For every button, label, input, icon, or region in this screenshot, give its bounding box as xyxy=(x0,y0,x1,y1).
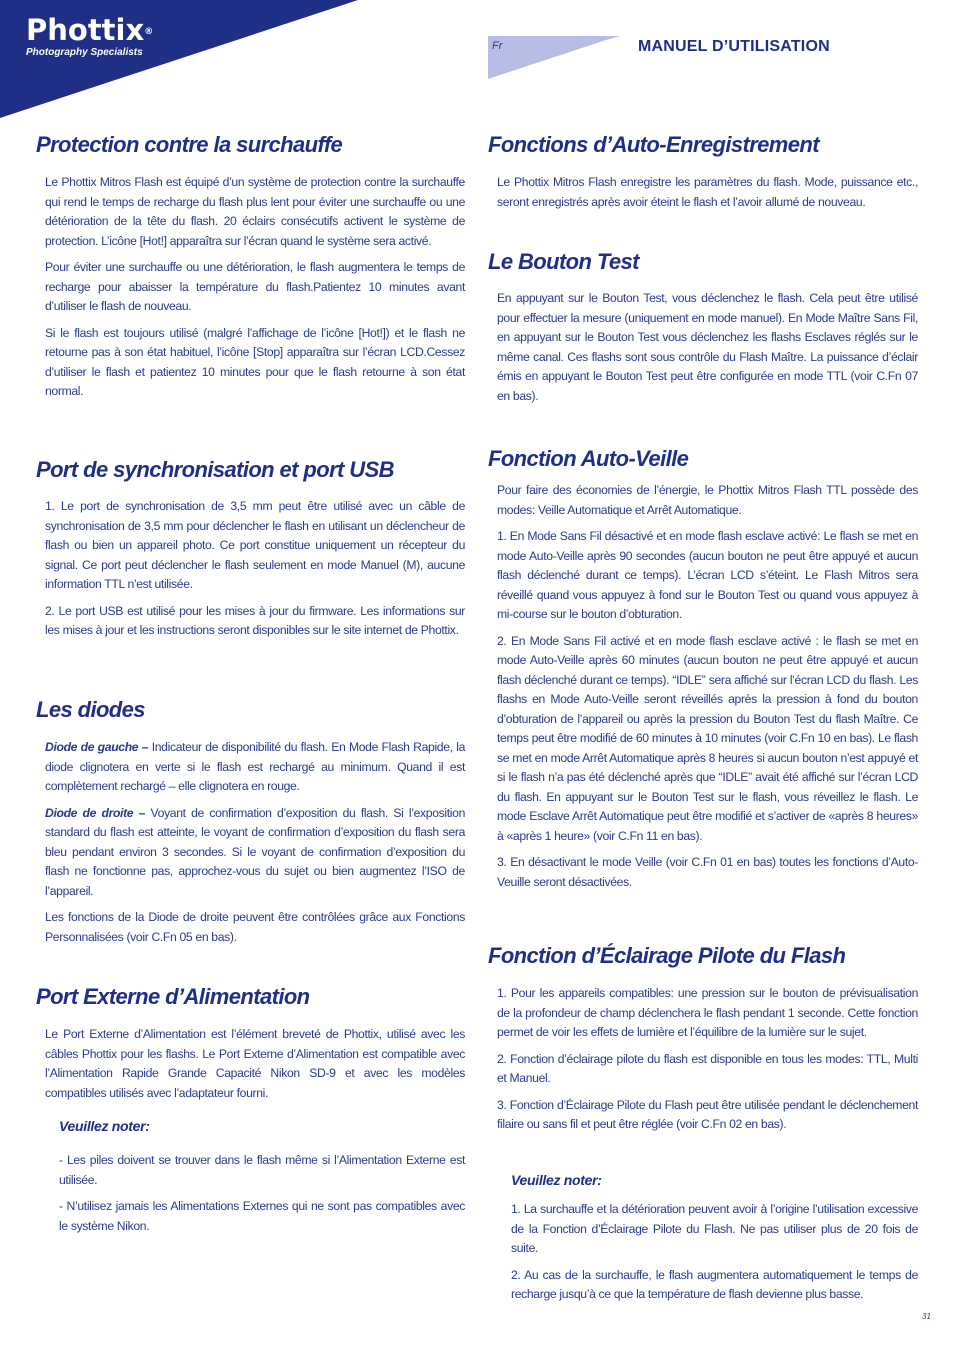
heading-eclairage-pilote: Fonction d’Éclairage Pilote du Flash xyxy=(488,943,846,968)
note-title: Veuillez noter: xyxy=(59,1118,150,1134)
note-title: Veuillez noter: xyxy=(511,1172,602,1188)
paragraph: 1. Pour les appareils compatibles: une pression sur le bouton de prévisualisation de la profondeur de champ déclenchera le flash pendant 1 seconde. Cette fonction permet de voir les effets de lumière et l’équilibre de la lumière sur le sujet. xyxy=(497,986,918,1039)
paragraph: Les fonctions de la Diode de droite peuvent être contrôlées grâce aux Fonctions Personnalisées (voir C.Fn 05 en bas). xyxy=(45,910,465,944)
heading-auto-enregistrement: Fonctions d’Auto-Enregistrement xyxy=(488,132,819,157)
manual-title: MANUEL D’UTILISATION xyxy=(638,38,830,55)
note-eclairage-pilote xyxy=(511,1200,918,1312)
paragraph: - N’utilisez jamais les Alimentations Externes qui ne sont pas compatibles avec le système Nikon. xyxy=(59,1199,465,1233)
section-diodes xyxy=(45,738,465,954)
paragraph: Le Phottix Mitros Flash enregistre les paramètres du flash. Mode, puissance etc., seront enregistrés après avoir éteint le flash et l’avoir allumé de nouveau. xyxy=(497,175,918,209)
paragraph: 2. Le port USB est utilisé pour les mises à jour du firmware. Les informations sur les mises à jour et les instructions seront disponibles sur le site internet de Phottix. xyxy=(45,603,465,637)
paragraph: Pour éviter une surchauffe ou une détérioration, le flash augmentera le temps de recharge pour abaisser la température du flash.Patientez 10 minutes avant d’utiliser le flash de nouveau. xyxy=(45,260,465,313)
paragraph: 3. Fonction d’Éclairage Pilote du Flash peut être utilisée pendant le déclenchement filaire ou sans fil et peut être réglée (voir C.Fn 02 en bas). xyxy=(497,1097,918,1131)
heading-port-externe: Port Externe d’Alimentation xyxy=(36,984,310,1009)
phottix-logo xyxy=(26,14,153,59)
section-auto-veille xyxy=(497,481,918,899)
heading-surchauffe: Protection contre la surchauffe xyxy=(36,132,343,157)
paragraph: Pour faire des économies de l’énergie, le Phottix Mitros Flash TTL possède des modes: Veille Automatique et Arrêt Automatique. xyxy=(497,483,918,517)
paragraph: 2. Fonction d’éclairage pilote du flash est disponible en tous les modes: TTL, Multi et Manuel. xyxy=(497,1051,918,1085)
paragraph: Si le flash est toujours utilisé (malgré l’affichage de l’icône [Hot!]) et le flash ne retourne pas à son état habituel, l’icône [Stop] apparaîtra sur l’écran LCD.Cessez d’utiliser le flash et patientez 10 minutes pour que le flash retourne à son état normal. xyxy=(45,325,465,398)
label-diode-gauche: Diode de gauche – xyxy=(45,740,149,754)
paragraph: Le Phottix Mitros Flash est équipé d’un système de protection contre la surchauffe qui rend le temps de recharge du flash plus lent pour éviter une surchauffe ou une détérioration de la tête du flash. 20 éclairs consécutifs activent le système de protection. L’icône [Hot!] apparaîtra sur l’écran quand le système sera activé. xyxy=(45,175,465,248)
label-diode-droite: Diode de droite – xyxy=(45,805,146,820)
paragraph: 1. Le port de synchronisation de 3,5 mm peut être utilisé avec un câble de synchronisation de 3,5 mm pour déclencher le flash en utilisant un déclencheur de flash ou bien un appareil photo. Ce port constitue uniquement un récepteur du signal. Ce port peut déclencher le flash seulement en mode Manuel (M), aucune information TTL n’est utilisée. xyxy=(45,499,465,591)
logo-wordmark: Phottix® xyxy=(26,13,154,47)
page-number: 31 xyxy=(922,1312,931,1321)
section-surchauffe xyxy=(45,173,465,409)
heading-diodes: Les diodes xyxy=(36,697,145,722)
section-port-sync-usb xyxy=(45,497,465,648)
heading-auto-veille: Fonction Auto-Veille xyxy=(488,446,689,471)
paragraph: 2. En Mode Sans Fil activé et en mode flash esclave activé : le flash se met en mode Auto-Veille après 60 minutes (aucun bouton ne peut être appuyé et aucun flash déclenché durant ce temps). “IDLE” sera affiché sur l’écran LCD du flash. Les flashs en Mode Auto-Veille seront réveillés après la pression à fond du bouton d’obturation de l’appareil ou après la pression du Bouton Test du flash Maître. Ce temps peut être modifié de 60 minutes à 10 minutes (voir C.Fn 10 en bas). Le flash se met en mode Arrêt Automatique après 8 heures si aucun bouton n’est appuyé et si le flash n’a pas été déclenché après que “IDLE” avait été affiché sur l’écran LCD du flash. En appuyant sur le Bouton Test sur le flash, vous réveillez le flash. Le mode Esclave Arrêt Automatique peut être modifié et s’activer de «après 8 heures» à «après 1 heure» (voir C.Fn 11 en bas). xyxy=(497,633,918,843)
paragraph: Diode de droite – Voyant de confirmation d’exposition du flash. Si l’exposition standard du flash est atteinte, le voyant de confirmation d’exposition du flash sera bleu pendant environ 3 secondes. Si le voyant de confirmation d’exposition du flash ne fonctionne pas, approchez-vous du sujet ou bien augmentez l’ISO de l’appareil. xyxy=(45,805,466,898)
heading-port-sync-usb: Port de synchronisation et port USB xyxy=(36,457,394,482)
section-auto-enregistrement xyxy=(497,173,918,219)
heading-bouton-test: Le Bouton Test xyxy=(488,249,639,274)
section-eclairage-pilote xyxy=(497,984,918,1142)
section-port-externe xyxy=(45,1025,465,1110)
paragraph: 1. La surchauffe et la détérioration peuvent avoir à l’origine l’utilisation excessive de la Fonction d’Éclairage Pilote du Flash. Ne pas utiliser plus de 20 fois de suite. xyxy=(511,1202,918,1255)
paragraph: Diode de gauche – Indicateur de disponibilité du flash. En Mode Flash Rapide, la diode clignotera en verte si le flash est rechargé au minimum. Quand il est complètement rechargé – elle clignotera en rouge. xyxy=(45,740,465,793)
paragraph: 1. En Mode Sans Fil désactivé et en mode flash esclave activé: Le flash se met en mode Auto-Veille après 90 secondes (aucun bouton ne peut être appuyé et aucun flash déclenché durant ce temps). L’écran LCD s’éteint. Le Flash Mitros sera réveillé quand vous appuyez à fond sur le Bouton Test ou quand vous appuyez à mi-course sur le bouton d’obturation. xyxy=(497,529,918,621)
paragraph: Le Port Externe d’Alimentation est l’élément breveté de Phottix, utilisé avec les câbles Phottix pour les flashs. Le Port Externe d’Alimentation est compatible avec l’Alimentation Rapide Grande Capacité Nikon SD-9 et avec les modèles compatibles utilisés avec l’adaptateur fourni. xyxy=(45,1027,465,1100)
paragraph: - Les piles doivent se trouver dans le flash même si l’Alimentation Externe est utilisée. xyxy=(59,1153,465,1187)
section-bouton-test xyxy=(497,289,918,413)
logo-tagline: Photography Specialists xyxy=(26,47,143,58)
paragraph: En appuyant sur le Bouton Test, vous déclenchez le flash. Cela peut être utilisé pour effectuer la mesure (uniquement en mode manuel). En Mode Maître Sans Fil, en appuyant sur le Bouton Test vous déclenchez les flashs Esclaves réglés sur le même canal. Ces flashs sont sous contrôle du Flash Maître. La puissance d’éclair émis en appuyant le Bouton Test peut être configurée en mode TTL (voir C.Fn 07 en bas). xyxy=(497,291,918,403)
paragraph: 3. En désactivant le mode Veille (voir C.Fn 01 en bas) toutes les fonctions d’Auto-Veuille seront désactivées. xyxy=(497,855,918,889)
paragraph: 2. Au cas de la surchauffe, le flash augmentera automatiquement le temps de recharge jusqu’à ce que la température de flash devienne plus basse. xyxy=(511,1267,918,1301)
header-lavender-tab xyxy=(488,36,620,79)
note-port-externe xyxy=(59,1151,465,1243)
language-label: Fr xyxy=(492,40,503,52)
